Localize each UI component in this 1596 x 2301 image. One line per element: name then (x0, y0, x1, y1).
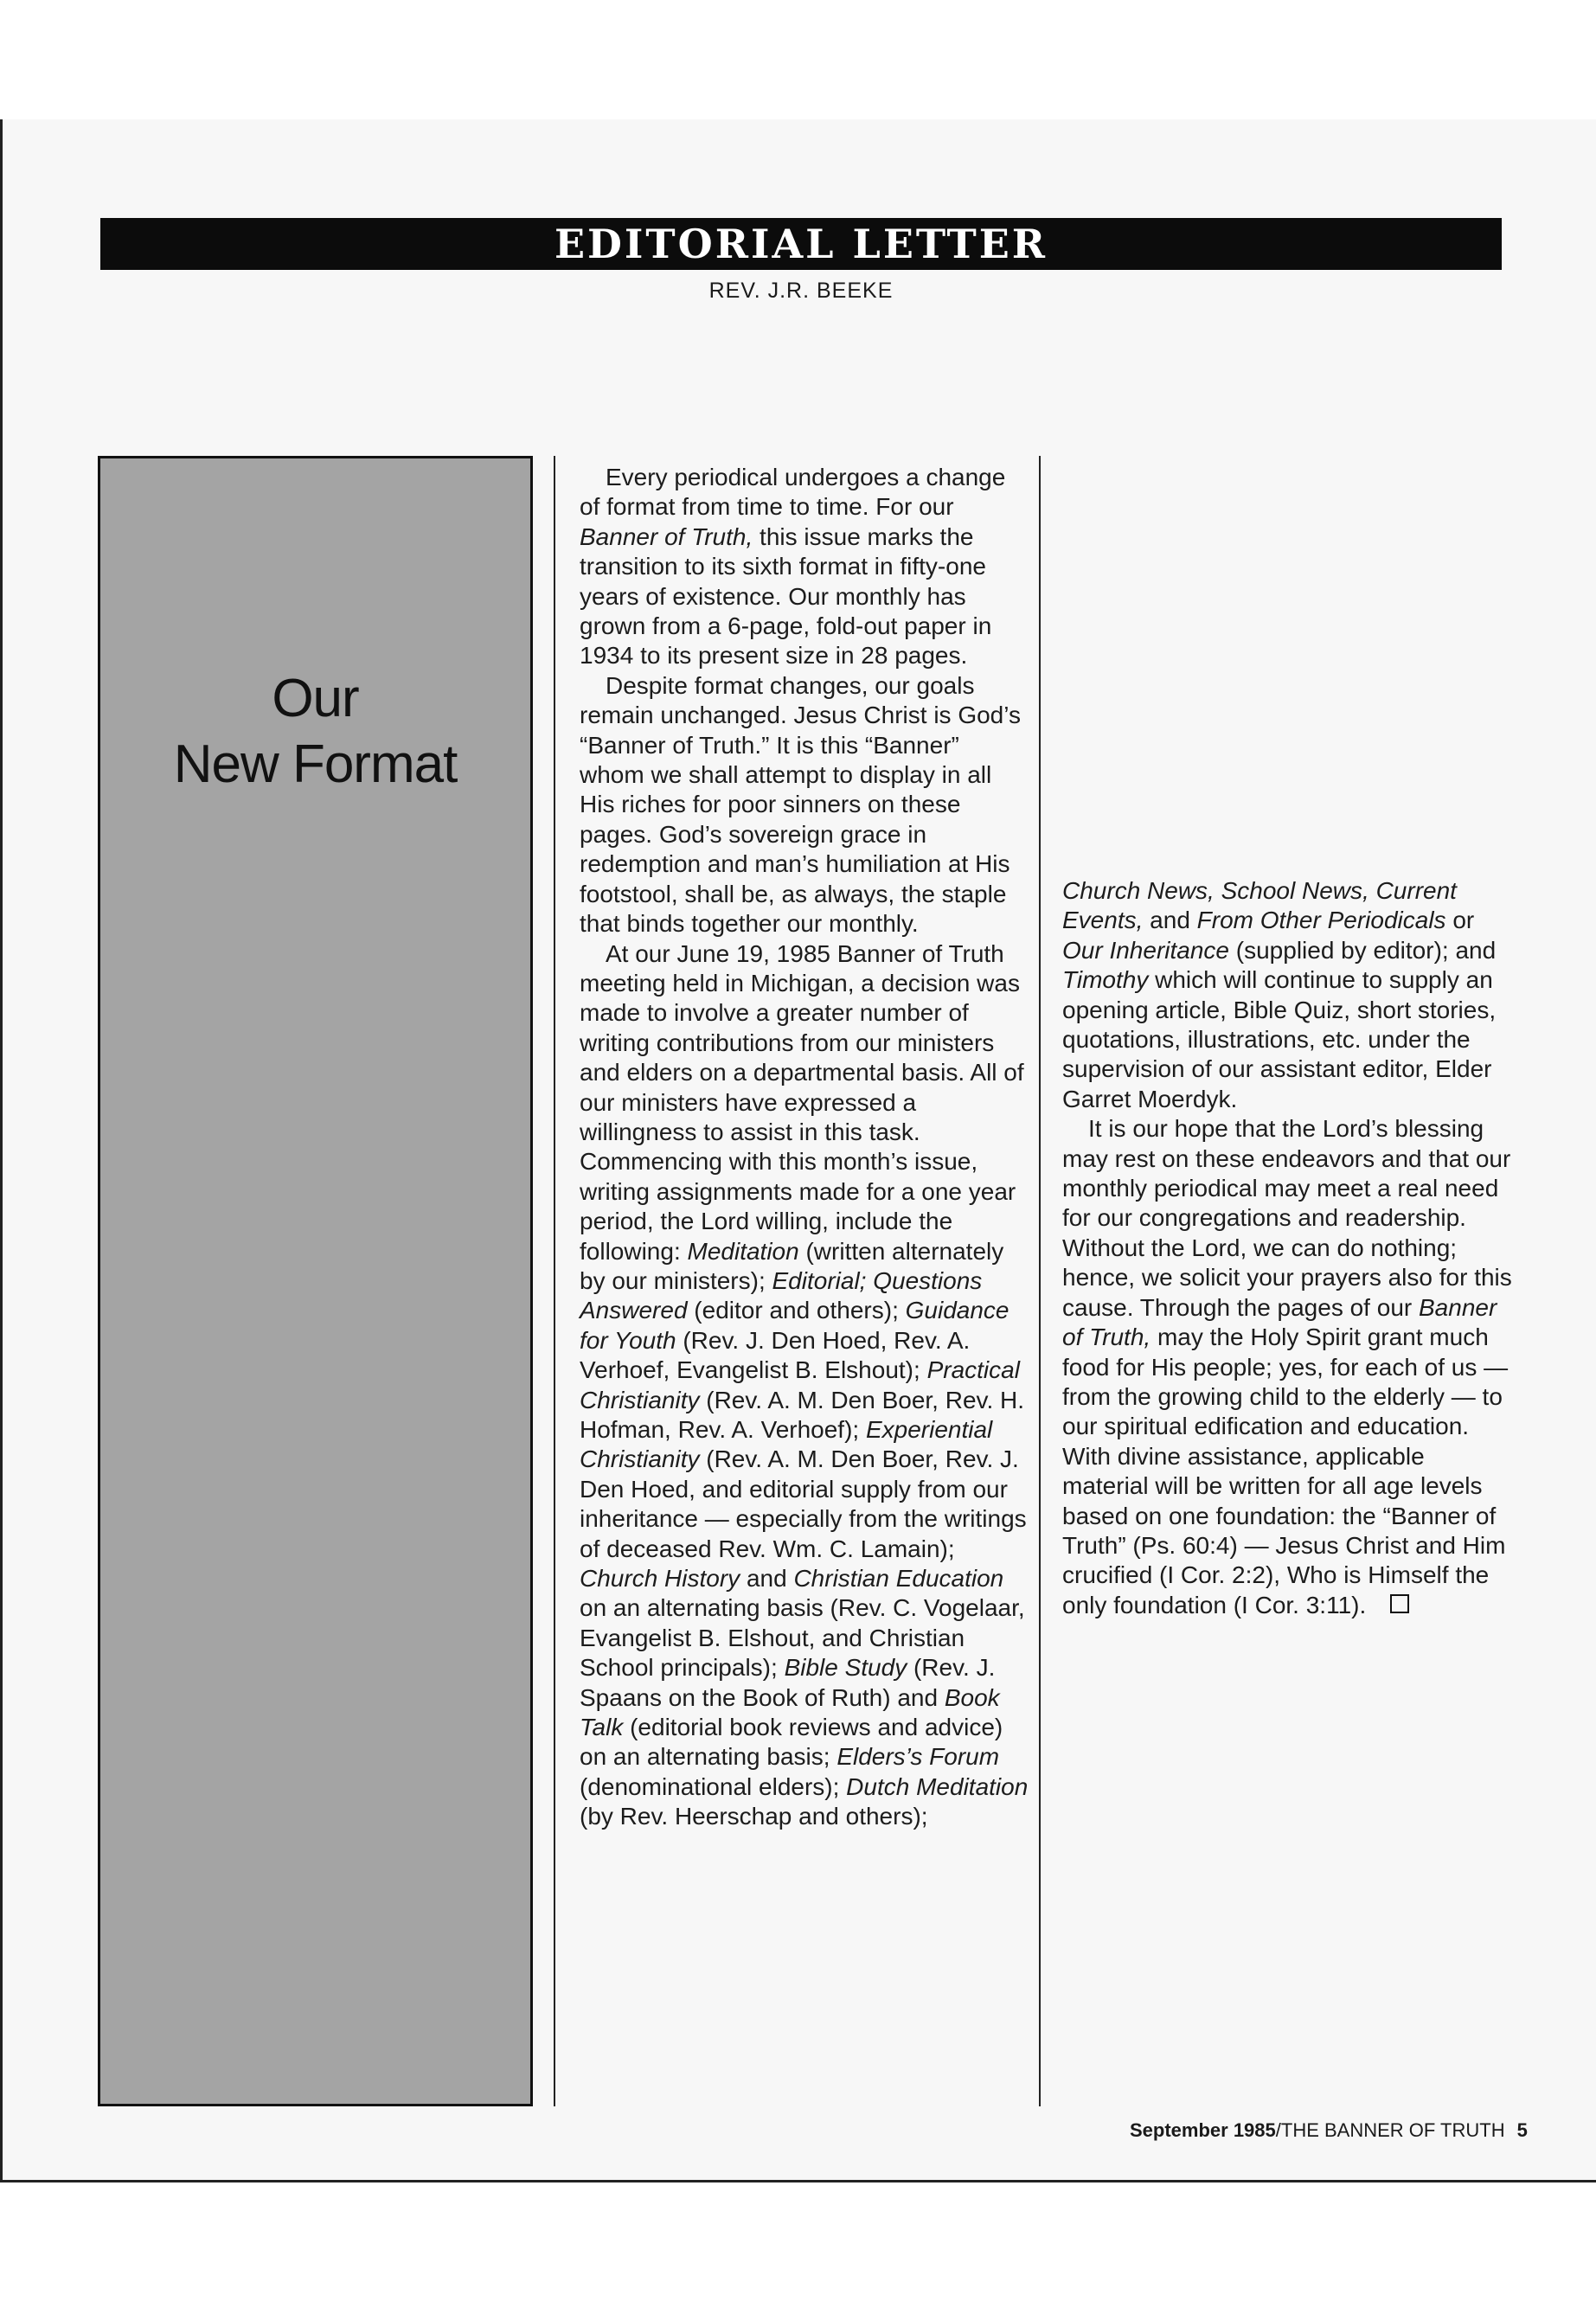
article-title (100, 666, 530, 798)
article-column-1 (580, 463, 1029, 1832)
page-footer (1130, 2119, 1528, 2142)
page-number: 5 (1516, 2119, 1528, 2141)
paragraph: At our June 19, 1985 Banner of Truth meeting held in Michigan, a decision was made to involve a greater number of writing contributions from our ministers and elders on a departmental basis. All of our ministers have expressed a willingness to assist in this task. Commencing with this month’s issue, writing assignments made for a one year period, the Lord willing, include the following: Meditation (written alternately by our ministers); Editorial; Questions Answered (editor and others); Guidance for Youth (Rev. J. Den Hoed, Rev. A. Verhoef, Evangelist B. Elshout); Practical Christianity (Rev. A. M. Den Boer, Rev. H. Hofman, Rev. A. Verhoef); Experiential Christianity (Rev. A. M. Den Boer, Rev. J. Den Hoed, and editorial supply from our inheritance — especially from the writings of deceased Rev. Wm. C. Lamain); Church History and Christian Education on an alternating basis (Rev. C. Vogelaar, Evangelist B. Elshout, and Christian School principals); Bible Study (Rev. J. Spaans on the Book of Ruth) and Book Talk (editorial book reviews and advice) on an alternating basis; Elders’s Forum (denominational elders); Dutch Meditation (by Rev. Heerschap and others); (580, 939, 1029, 1830)
paragraph: Church News, School News, Current Events, and From Other Periodicals or Our Inheritance (supplied by editor); and Timothy which will continue to supply an opening article, Bible Quiz, short stories, quotations, illustrations, etc. under the supervision of our assistant editor, Elder Garret Moerdyk. (1062, 877, 1497, 1112)
section-header-bar (100, 218, 1502, 270)
footer-date: September 1985 (1130, 2119, 1276, 2141)
paragraph: It is our hope that the Lord’s blessing may rest on these endeavors and that our monthly periodical may meet a real need for our congregations and readership. Without the Lord, we can do nothing; hence, we solicit your prayers also for this cause. Through the pages of our Banner of Truth, may the Holy Spirit grant much food for His people; yes, for each of us — from the growing child to the elderly — to our spiritual edification and education. With divine assistance, applicable material will be written for all age levels based on one foundation: the “Banner of Truth” (Ps. 60:4) — Jesus Christ and Him crucified (I Cor. 2:2), Who is Himself the only foundation (I Cor. 3:11). (1062, 1115, 1512, 1618)
footer-publication: /THE BANNER OF TRUTH (1275, 2119, 1505, 2141)
paragraph: Every periodical undergoes a change of format from time to time. For our Banner of Truth, this issue marks the transition to its sixth format in fifty-one years of existence. Our monthly has grown from a 6-page, fold-out paper in 1934 to its present size in 28 pages. (580, 464, 1006, 670)
paragraph: Despite format changes, our goals remain unchanged. Jesus Christ is God’s “Banner of Truth.” It is this “Banner” whom we shall attempt to display in all His riches for poor sinners on these pages. God’s sovereign grace in redemption and man’s humiliation at His footstool, shall be, as always, the staple that binds together our monthly. (580, 671, 1021, 938)
page-bottom-rule (0, 2180, 1596, 2182)
title-panel (98, 456, 533, 2106)
article-title-line-1: Our (272, 669, 359, 728)
end-of-article-box-icon (1390, 1594, 1409, 1613)
column-divider-left (554, 456, 555, 2106)
column-divider-right (1039, 456, 1041, 2106)
article-title-line-2: New Format (173, 734, 458, 794)
author-byline: REV. J.R. BEEKE (708, 279, 894, 303)
section-title: EDITORIAL LETTER (554, 221, 1048, 267)
article-column-2 (1062, 876, 1512, 1620)
